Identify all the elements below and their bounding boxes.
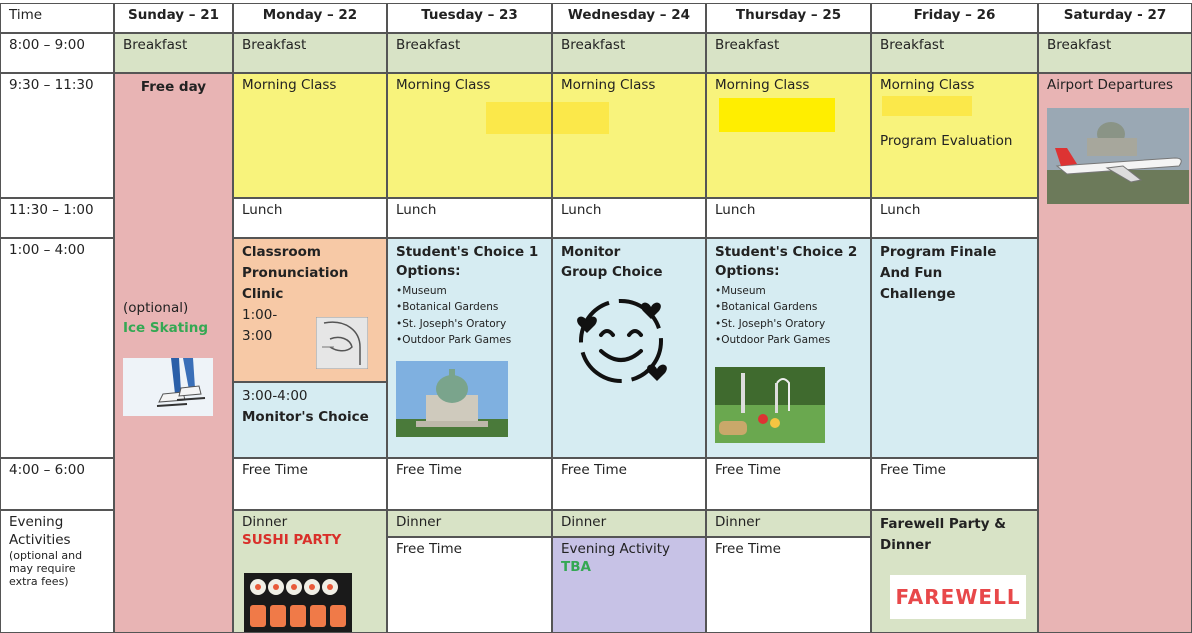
evening-activity-label: Evening Activity [561,541,671,557]
monday-monitors-choice [233,382,387,458]
thursday-class-label: Morning Class [715,77,810,93]
oratory-photo [396,361,508,437]
time-4-6: 4:00 – 6:00 [0,458,114,510]
list-item: • Botanical Gardens [715,299,862,315]
ice-skating-photo [123,358,213,416]
header-sunday: Sunday – 21 [114,3,233,33]
list-item: • Outdoor Park Games [396,332,543,348]
sushi-party-label: SUSHI PARTY [242,531,342,548]
clinic-title: Classroom Pronunciation Clinic [242,244,349,302]
wednesday-class-label: Morning Class [561,77,656,93]
monday-dinner-label: Dinner [242,514,288,530]
list-item: • St. Joseph's Oratory [396,316,543,332]
thursday-students-choice [706,238,871,458]
thursday-free-time: Free Time [706,458,871,510]
wednesday-monitor-group [552,238,706,458]
farewell-sign-photo [890,575,1026,619]
wednesday-breakfast: Breakfast [552,33,706,73]
friday-free-time: Free Time [871,458,1038,510]
monday-breakfast: Breakfast [233,33,387,73]
header-saturday: Saturday - 27 [1038,3,1192,33]
thursday-morning-class [706,73,871,198]
time-evening [0,510,114,633]
thursday-lunch: Lunch [706,198,871,238]
tuesday-breakfast: Breakfast [387,33,552,73]
tuesday-options-list [396,283,543,348]
tuesday-evening-free-time: Free Time [387,537,552,633]
highlight-mark [719,98,835,132]
list-item: • Botanical Gardens [396,299,543,315]
highlight-mark [486,102,552,134]
airplane-photo [1047,108,1189,204]
mouth-diagram-icon [316,317,368,369]
friday-farewell-party [871,510,1038,633]
header-friday: Friday – 26 [871,3,1038,33]
airport-departures-label: Airport Departures [1047,77,1174,93]
ice-skating-label: Ice Skating [123,320,209,336]
thursday-breakfast: Breakfast [706,33,871,73]
time-930-1130: 9:30 – 11:30 [0,73,114,198]
tuesday-lunch: Lunch [387,198,552,238]
tuesday-class-label: Morning Class [396,77,491,93]
list-item: • St. Joseph's Oratory [715,316,862,332]
friday-morning-class [871,73,1038,198]
thursday-options-list [715,283,862,348]
monday-lunch: Lunch [233,198,387,238]
saturday-breakfast: Breakfast [1038,33,1192,73]
wednesday-lunch: Lunch [552,198,706,238]
monitor-choice-label: Monitor's Choice [242,408,369,425]
wednesday-free-time: Free Time [552,458,706,510]
clinic-time: 1:00-3:00 [242,306,278,344]
friday-lunch: Lunch [871,198,1038,238]
sunday-free-day [114,73,233,633]
monitor-time: 3:00-4:00 [242,388,308,404]
thursday-choice-title: Student's Choice 2 [715,244,858,260]
friday-class-label: Morning Class [880,77,975,93]
tba-label: TBA [561,558,591,575]
tuesday-free-time: Free Time [387,458,552,510]
time-8-9: 8:00 – 9:00 [0,33,114,73]
evening-note: (optional and may require extra fees) [9,549,83,589]
wednesday-evening-activity [552,537,706,633]
header-monday: Monday – 22 [233,3,387,33]
program-evaluation-label: Program Evaluation [880,132,1013,149]
header-time: Time [0,3,114,33]
thursday-options-label: Options: [715,263,780,280]
friday-breakfast: Breakfast [871,33,1038,73]
list-item: • Museum [396,283,543,299]
time-1-4: 1:00 – 4:00 [0,238,114,458]
thursday-dinner: Dinner [706,510,871,537]
monitor-group-label: Monitor Group Choice [561,244,663,281]
monday-dinner [233,510,387,633]
sunday-breakfast: Breakfast [114,33,233,73]
tuesday-choice-title: Student's Choice 1 [396,244,539,260]
tuesday-morning-class [387,73,552,198]
saturday-airport-departures [1038,73,1192,633]
highlight-mark [882,96,972,116]
wednesday-dinner: Dinner [552,510,706,537]
header-thursday: Thursday – 25 [706,3,871,33]
monday-morning-class: Morning Class [233,73,387,198]
program-finale-label: Program Finale And Fun Challenge [880,244,997,302]
sunday-optional: (optional) [123,300,189,316]
list-item: • Outdoor Park Games [715,332,862,348]
header-wednesday: Wednesday – 24 [552,3,706,33]
monday-pronunciation-clinic [233,238,387,382]
list-item: • Museum [715,283,862,299]
croquet-photo [715,367,825,443]
wednesday-morning-class [552,73,706,198]
highlight-mark [553,102,609,134]
monday-free-time: Free Time [233,458,387,510]
header-tuesday: Tuesday – 23 [387,3,552,33]
thursday-evening-free-time: Free Time [706,537,871,633]
free-day-label: Free day [140,79,207,95]
friday-program-finale [871,238,1038,458]
sushi-photo [244,573,352,633]
farewell-party-label: Farewell Party & Dinner [880,516,1006,553]
tuesday-options-label: Options: [396,263,461,280]
time-1130-1: 11:30 – 1:00 [0,198,114,238]
smiley-hearts-icon [573,293,671,385]
tuesday-students-choice [387,238,552,458]
evening-label: Evening Activities [9,514,71,548]
tuesday-dinner: Dinner [387,510,552,537]
farewell-sign-text: FAREWELL [895,585,1021,609]
